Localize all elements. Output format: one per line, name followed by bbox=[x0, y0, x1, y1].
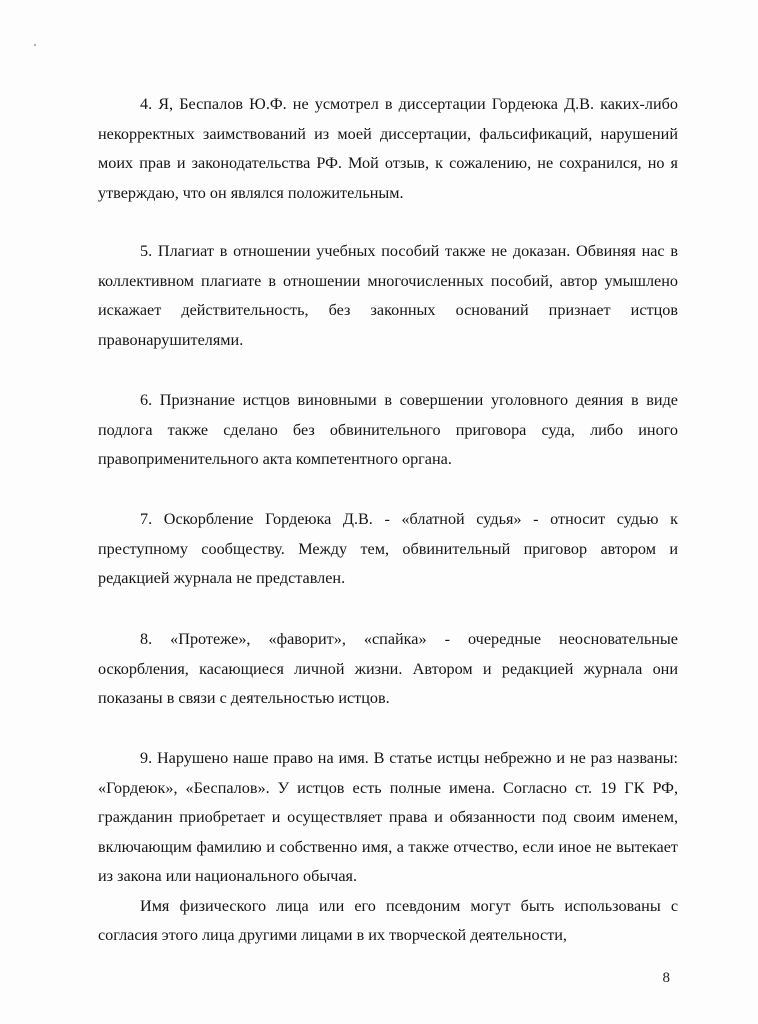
paragraph-8-block bbox=[98, 625, 678, 714]
paragraph-7-block bbox=[98, 505, 678, 594]
page-number: 8 bbox=[662, 970, 670, 986]
paragraph-6-block bbox=[98, 386, 678, 475]
paragraph-name-usage: Имя физического лица или его псевдоним могут быть использованы с согласия этого лица другими лицами в их творческой деятельности, bbox=[98, 896, 678, 944]
paragraph-9: 9. Нарушено наше право на имя. В статье истцы небрежно и не раз названы: «Гордеюк», «Беспалов». У истцов есть полные имена. Согласно ст. 19 ГК РФ, гражданин приобретает и осуществляет права и обязанности под своим именем, включающим фамилию и собственно имя, а также отчество, если иное не вытекает из закона или национального обычая. bbox=[98, 749, 678, 885]
paragraph-5-block bbox=[98, 237, 678, 355]
scan-speck bbox=[34, 44, 36, 46]
paragraph-7: 7. Оскорбление Гордеюка Д.В. - «блатной судья» - относит судью к преступному сообществу. Между тем, обвинительный приговор автором и редакцией журнала не представлен. bbox=[98, 510, 678, 587]
paragraph-6: 6. Признание истцов виновными в совершении уголовного деяния в виде подлога также сделано без обвинительного приговора суда, либо иного правоприменительного акта компетентного органа. bbox=[98, 391, 678, 468]
paragraph-5: 5. Плагиат в отношении учебных пособий также не доказан. Обвиняя нас в коллективном плагиате в отношении многочисленных пособий, автор умышлено искажает действительность, без законных оснований признает истцов правонарушителями. bbox=[98, 242, 678, 349]
paragraph-4: 4. Я, Беспалов Ю.Ф. не усмотрел в диссертации Гордеюка Д.В. каких-либо некорректных заимствований из моей диссертации, фальсификаций, нарушений моих прав и законодательства РФ. Мой отзыв, к сожалению, не сохранился, но я утверждаю, что он являлся положительным. bbox=[98, 95, 678, 202]
paragraph-4-block bbox=[98, 90, 678, 208]
paragraph-9-block bbox=[98, 744, 678, 951]
paragraph-8: 8. «Протеже», «фаворит», «спайка» - очередные неосновательные оскорбления, касающиеся личной жизни. Автором и редакцией журнала они показаны в связи с деятельностью истцов. bbox=[98, 630, 678, 707]
